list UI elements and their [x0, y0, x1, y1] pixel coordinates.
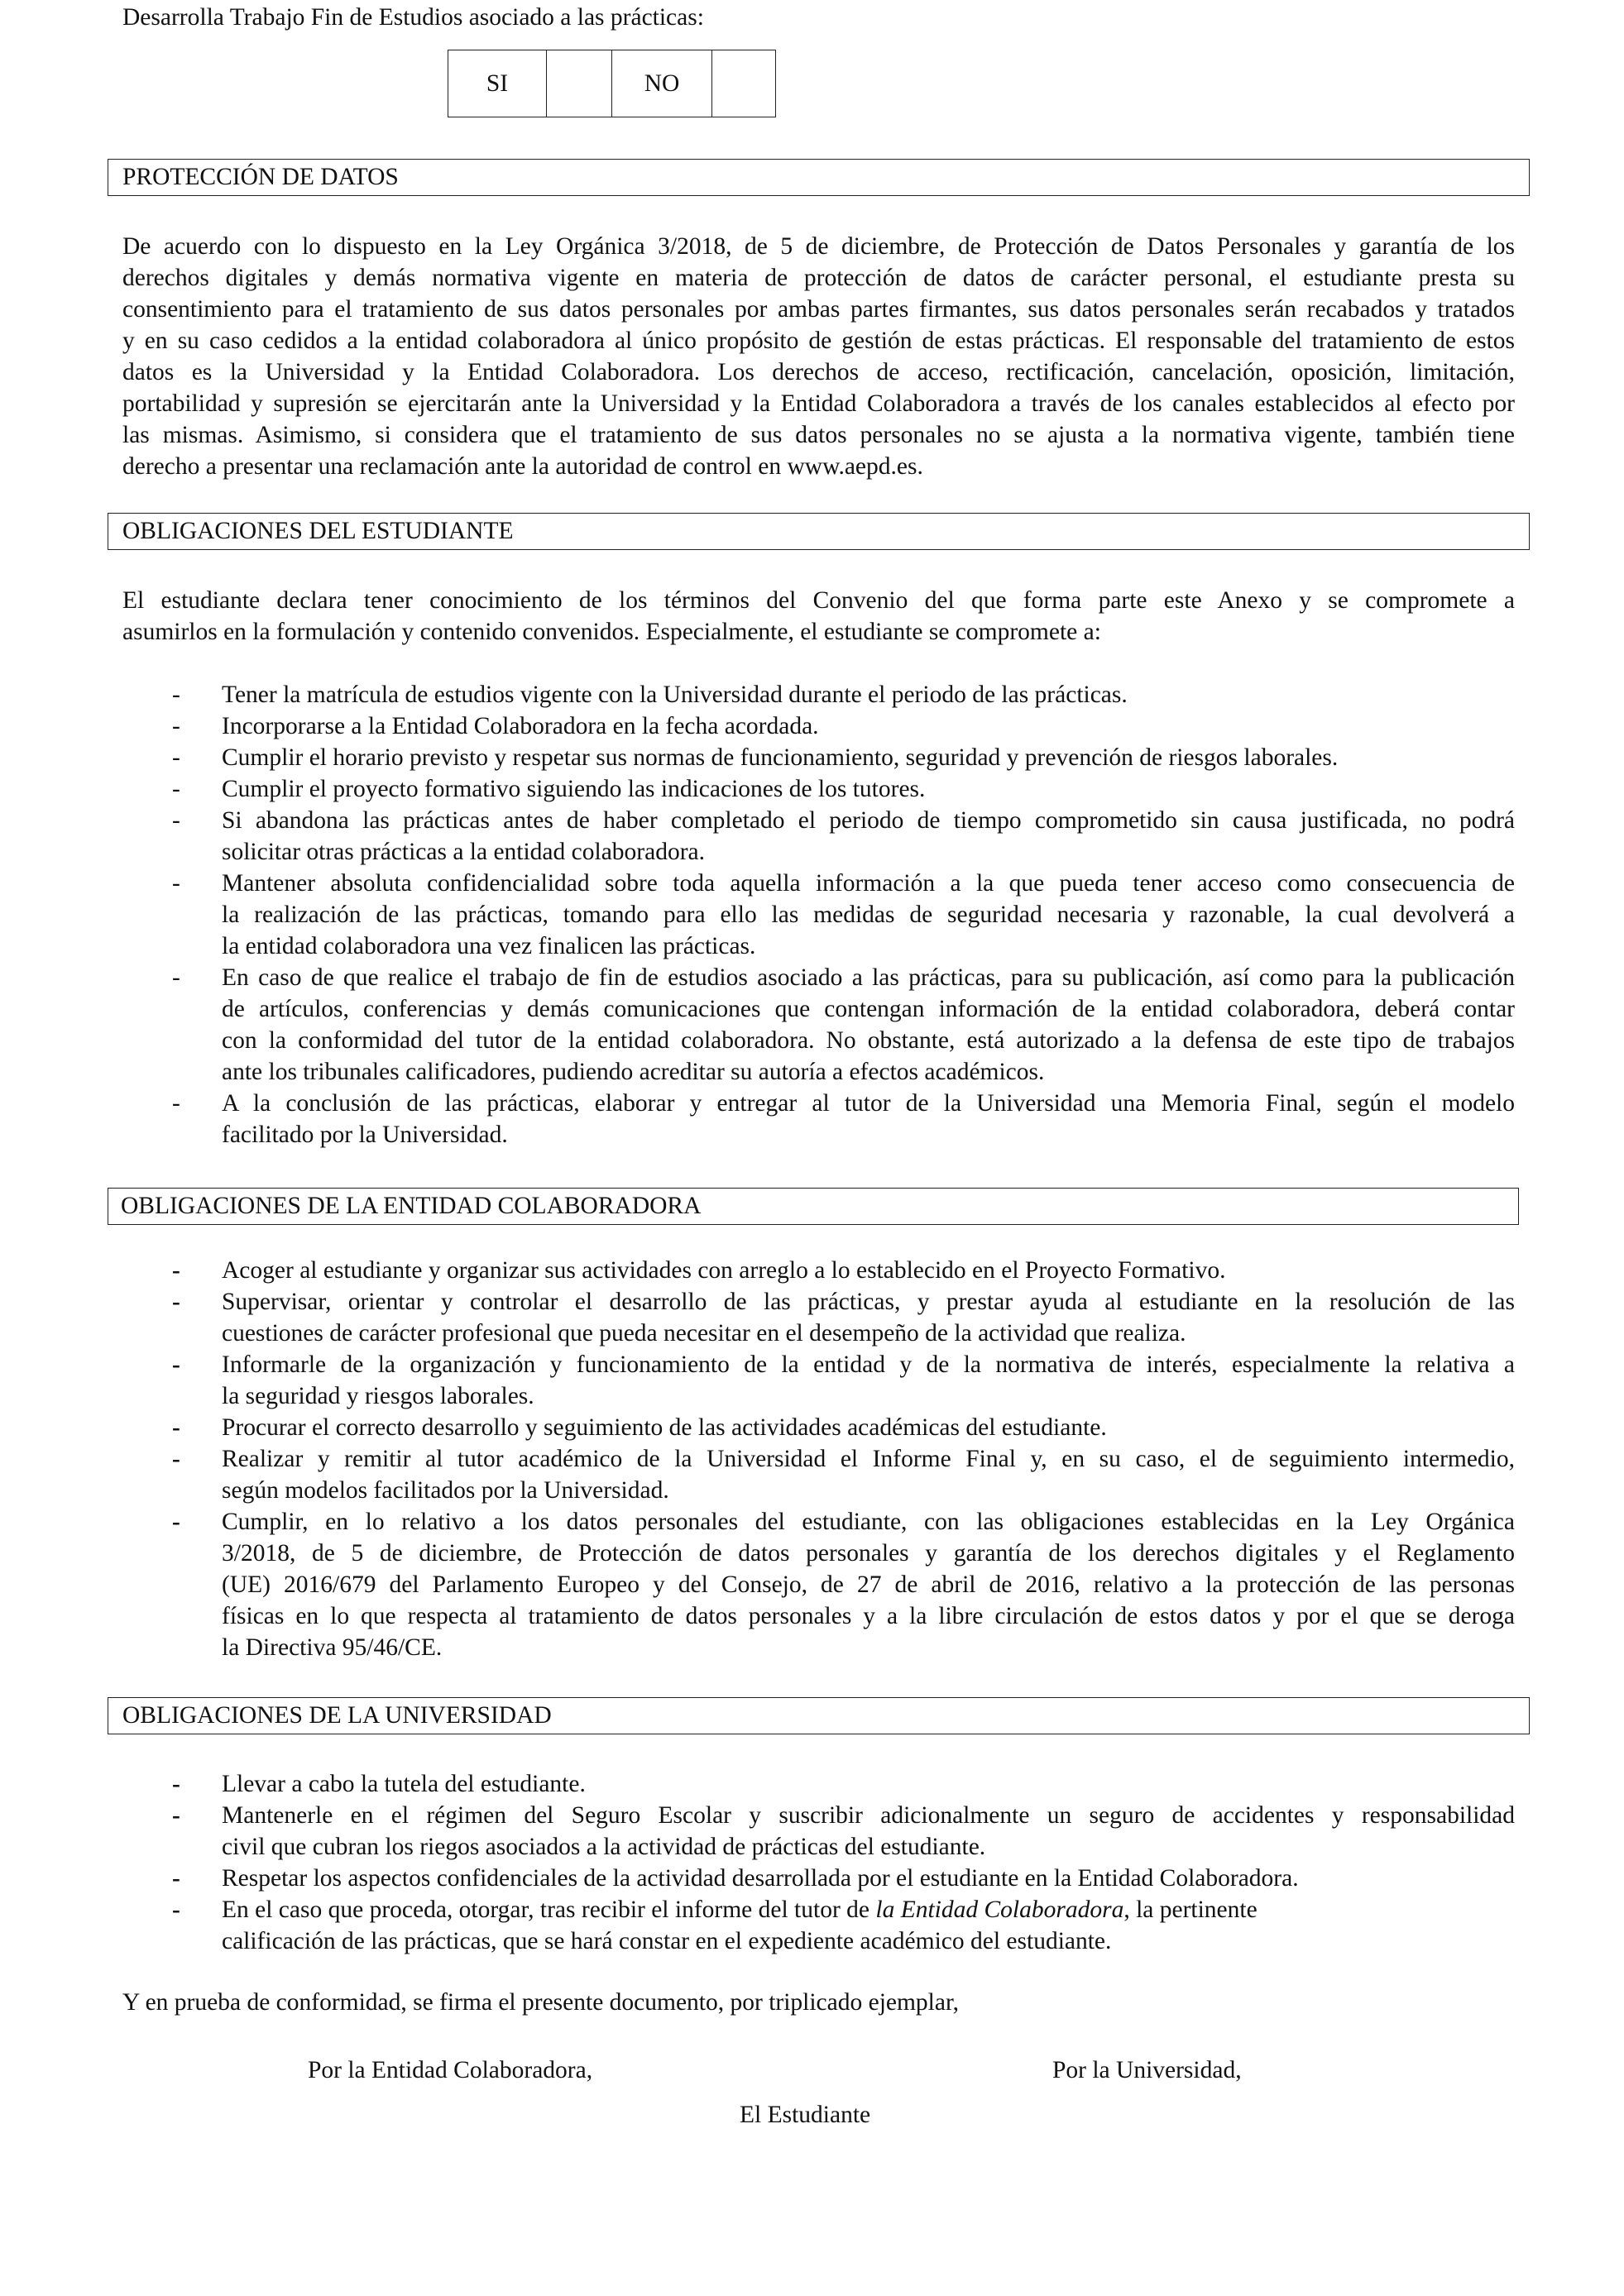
list-dash: - [172, 682, 180, 708]
list-item-line: Procurar el correcto desarrollo y seguimiento de las actividades académicas del estudiante. [222, 1414, 1107, 1441]
universidad-last-item: - En el caso que proceda, otorgar, tras recibir el informe del tutor de la Entidad Colaboradora, la pertinente calificación de las prácticas, que se hará constar en el expediente académico del estudiante. [122, 1894, 1515, 1957]
no-checkbox[interactable] [712, 50, 776, 117]
signature-entidad: Por la Entidad Colaboradora, [308, 2057, 593, 2083]
list-item-line: 3/2018, de 5 de diciembre, de Protección de datos personales y garantía de los derechos digitales y el Reglamento [222, 1540, 1515, 1567]
list-item-line: según modelos facilitados por la Universidad. [222, 1477, 669, 1504]
section-title-datos: PROTECCIÓN DE DATOS [122, 164, 399, 190]
list-item-line: ante los tribunales calificadores, pudiendo acreditar su autoría a efectos académicos. [222, 1059, 1045, 1085]
list-item [122, 1768, 1515, 1800]
list-item [122, 868, 1515, 962]
list-item-line: la Directiva 95/46/CE. [222, 1634, 443, 1661]
list-item-line: la realización de las prácticas, tomando para ello las medidas de seguridad necesaria y razonable, la cual devolverá a [222, 902, 1515, 928]
list-item-line: Tener la matrícula de estudios vigente con la Universidad durante el periodo de las prácticas. [222, 682, 1128, 708]
list-item [122, 1800, 1515, 1863]
list-item-line: con la conformidad del tutor de la entidad colaboradora. No obstante, está autorizado a la defensa de este tipo de trabajos [222, 1027, 1515, 1054]
list-item-line: solicitar otras prácticas a la entidad colaboradora. [222, 839, 705, 865]
entidad-list [122, 1255, 1515, 1663]
list-item-line: facilitado por la Universidad. [222, 1122, 508, 1148]
list-item [122, 1349, 1515, 1412]
list-dash: - [172, 870, 180, 897]
list-item-line: Mantener absoluta confidencialidad sobre toda aquella información a la que pueda tener acceso como consecuencia de [222, 870, 1515, 897]
signature-universidad: Por la Universidad, [1052, 2057, 1242, 2083]
tfe-question: Desarrolla Trabajo Fin de Estudios asociado a las prácticas: [122, 4, 704, 31]
list-dash: - [172, 776, 180, 802]
list-item [122, 1863, 1515, 1894]
list-item-line: Informarle de la organización y funcionamiento de la entidad y de la normativa de interés, especialmente la relativa a [222, 1351, 1515, 1378]
list-item-line: Cumplir el horario previsto y respetar sus normas de funcionamiento, seguridad y prevención de riesgos laborales. [222, 744, 1339, 771]
list-item-line: Llevar a cabo la tutela del estudiante. [222, 1771, 586, 1797]
section-header-estudiante [108, 513, 1530, 550]
paragraph-line: consentimiento para el tratamiento de sus datos personales por ambas partes firmantes, sus datos personales serán recabados y tratados [122, 296, 1515, 323]
list-item-line: la entidad colaboradora una vez finalicen las prácticas. [222, 933, 756, 959]
list-dash: - [172, 1257, 180, 1284]
list-dash: - [172, 1351, 180, 1378]
list-item [122, 679, 1515, 710]
list-item [122, 710, 1515, 742]
list-item-line: Cumplir el proyecto formativo siguiendo las indicaciones de los tutores. [222, 776, 926, 802]
list-item [122, 962, 1515, 1088]
list-item-line: cuestiones de carácter profesional que pueda necesitar en el desempeño de la actividad que realiza. [222, 1320, 1186, 1347]
list-item [122, 1255, 1515, 1286]
paragraph-line: portabilidad y supresión se ejercitarán ante la Universidad y la Entidad Colaboradora a través de los canales establecidos al efecto por [122, 390, 1515, 417]
section-title-estudiante: OBLIGACIONES DEL ESTUDIANTE [122, 518, 514, 544]
yes-checkbox[interactable] [547, 50, 612, 117]
list-item [122, 805, 1515, 868]
yes-label: SI [448, 50, 547, 117]
closing-text: Y en prueba de conformidad, se firma el presente documento, por triplicado ejemplar, [122, 1989, 959, 2016]
datos-paragraph [122, 231, 1515, 482]
list-item [122, 1088, 1515, 1150]
paragraph-line: derechos digitales y demás normativa vigente en materia de protección de datos de carácter personal, el estudiante presta su [122, 265, 1515, 291]
list-dash: - [172, 1446, 180, 1472]
list-dash: - [172, 1802, 180, 1829]
list-item-line: civil que cubran los riegos asociados a la actividad de prácticas del estudiante. [222, 1834, 986, 1860]
list-item-line: Si abandona las prácticas antes de haber completado el periodo de tiempo comprometido sin causa justificada, no podrá [222, 807, 1515, 834]
section-title-entidad: OBLIGACIONES DE LA ENTIDAD COLABORADORA [121, 1193, 702, 1219]
list-dash: - [172, 807, 180, 834]
list-item-line: A la conclusión de las prácticas, elaborar y entregar al tutor de la Universidad una Memoria Final, según el modelo [222, 1090, 1515, 1117]
list-item-line: la seguridad y riesgos laborales. [222, 1383, 534, 1409]
list-item [122, 742, 1515, 773]
list-dash: - [172, 744, 180, 771]
list-item [122, 1286, 1515, 1349]
list-item-line: Realizar y remitir al tutor académico de la Universidad el Informe Final y, en su caso, el de seguimiento intermedio, [222, 1446, 1515, 1472]
list-item-line: Respetar los aspectos confidenciales de la actividad desarrollada por el estudiante en la Entidad Colaboradora. [222, 1865, 1299, 1892]
list-item [122, 1506, 1515, 1663]
estudiante-list [122, 679, 1515, 1150]
list-dash: - [172, 1289, 180, 1315]
section-header-entidad [108, 1188, 1519, 1225]
list-dash: - [172, 1897, 180, 1923]
list-item-line: En caso de que realice el trabajo de fin de estudios asociado a las prácticas, para su publicación, así como para la publicación [222, 964, 1515, 991]
paragraph-line: derecho a presentar una reclamación ante la autoridad de control en www.aepd.es. [122, 453, 923, 480]
paragraph-line: datos es la Universidad y la Entidad Colaboradora. Los derechos de acceso, rectificación, cancelación, oposición, limitación, [122, 359, 1515, 385]
list-item [122, 1412, 1515, 1443]
list-item-line: Mantenerle en el régimen del Seguro Escolar y suscribir adicionalmente un seguro de accidentes y responsabilidad [222, 1802, 1515, 1829]
paragraph-line: las mismas. Asimismo, si considera que el tratamiento de sus datos personales no se ajusta a la normativa vigente, también tiene [122, 422, 1515, 448]
list-item-line: Cumplir, en lo relativo a los datos personales del estudiante, con las obligaciones establecidas en la Ley Orgánica [222, 1509, 1515, 1535]
list-item-line: (UE) 2016/679 del Parlamento Europeo y del Consejo, de 27 de abril de 2016, relativo a la protección de las personas [222, 1571, 1515, 1598]
signature-estudiante: El Estudiante [740, 2102, 871, 2128]
paragraph-line: El estudiante declara tener conocimiento de los términos del Convenio del que forma parte este Anexo y se compromete a [122, 587, 1515, 614]
list-dash: - [172, 1509, 180, 1535]
paragraph-line: y en su caso cedidos a la entidad colaboradora al único propósito de gestión de estas prácticas. El responsable del tratamiento de estos [122, 328, 1515, 354]
list-dash: - [172, 1414, 180, 1441]
list-item [122, 773, 1515, 805]
list-dash: - [172, 1090, 180, 1117]
no-label: NO [612, 50, 712, 117]
list-item-line: físicas en lo que respecta al tratamiento de datos personales y a la libre circulación de estos datos y por el que se deroga [222, 1603, 1515, 1629]
list-item-line: de artículos, conferencias y demás comunicaciones que contengan información de la entidad colaboradora, deberá contar [222, 996, 1515, 1022]
list-dash: - [172, 1865, 180, 1892]
tfe-choice-table [448, 50, 776, 117]
universidad-list [122, 1768, 1515, 1894]
list-dash: - [172, 713, 180, 739]
section-title-universidad: OBLIGACIONES DE LA UNIVERSIDAD [122, 1702, 552, 1729]
list-item-line: Supervisar, orientar y controlar el desarrollo de las prácticas, y prestar ayuda al estudiante en la resolución de las [222, 1289, 1515, 1315]
list-item-line: Acoger al estudiante y organizar sus actividades con arreglo a lo establecido en el Proyecto Formativo. [222, 1257, 1226, 1284]
list-dash: - [172, 964, 180, 991]
estudiante-intro [122, 585, 1515, 648]
paragraph-line: asumirlos en la formulación y contenido convenidos. Especialmente, el estudiante se compromete a: [122, 619, 1101, 645]
list-item [122, 1443, 1515, 1506]
section-header-datos [108, 159, 1530, 196]
list-dash: - [172, 1771, 180, 1797]
list-item-line: Incorporarse a la Entidad Colaboradora en la fecha acordada. [222, 713, 819, 739]
section-header-universidad [108, 1697, 1530, 1734]
paragraph-line: De acuerdo con lo dispuesto en la Ley Orgánica 3/2018, de 5 de diciembre, de Protección de Datos Personales y garantía de los [122, 233, 1515, 260]
